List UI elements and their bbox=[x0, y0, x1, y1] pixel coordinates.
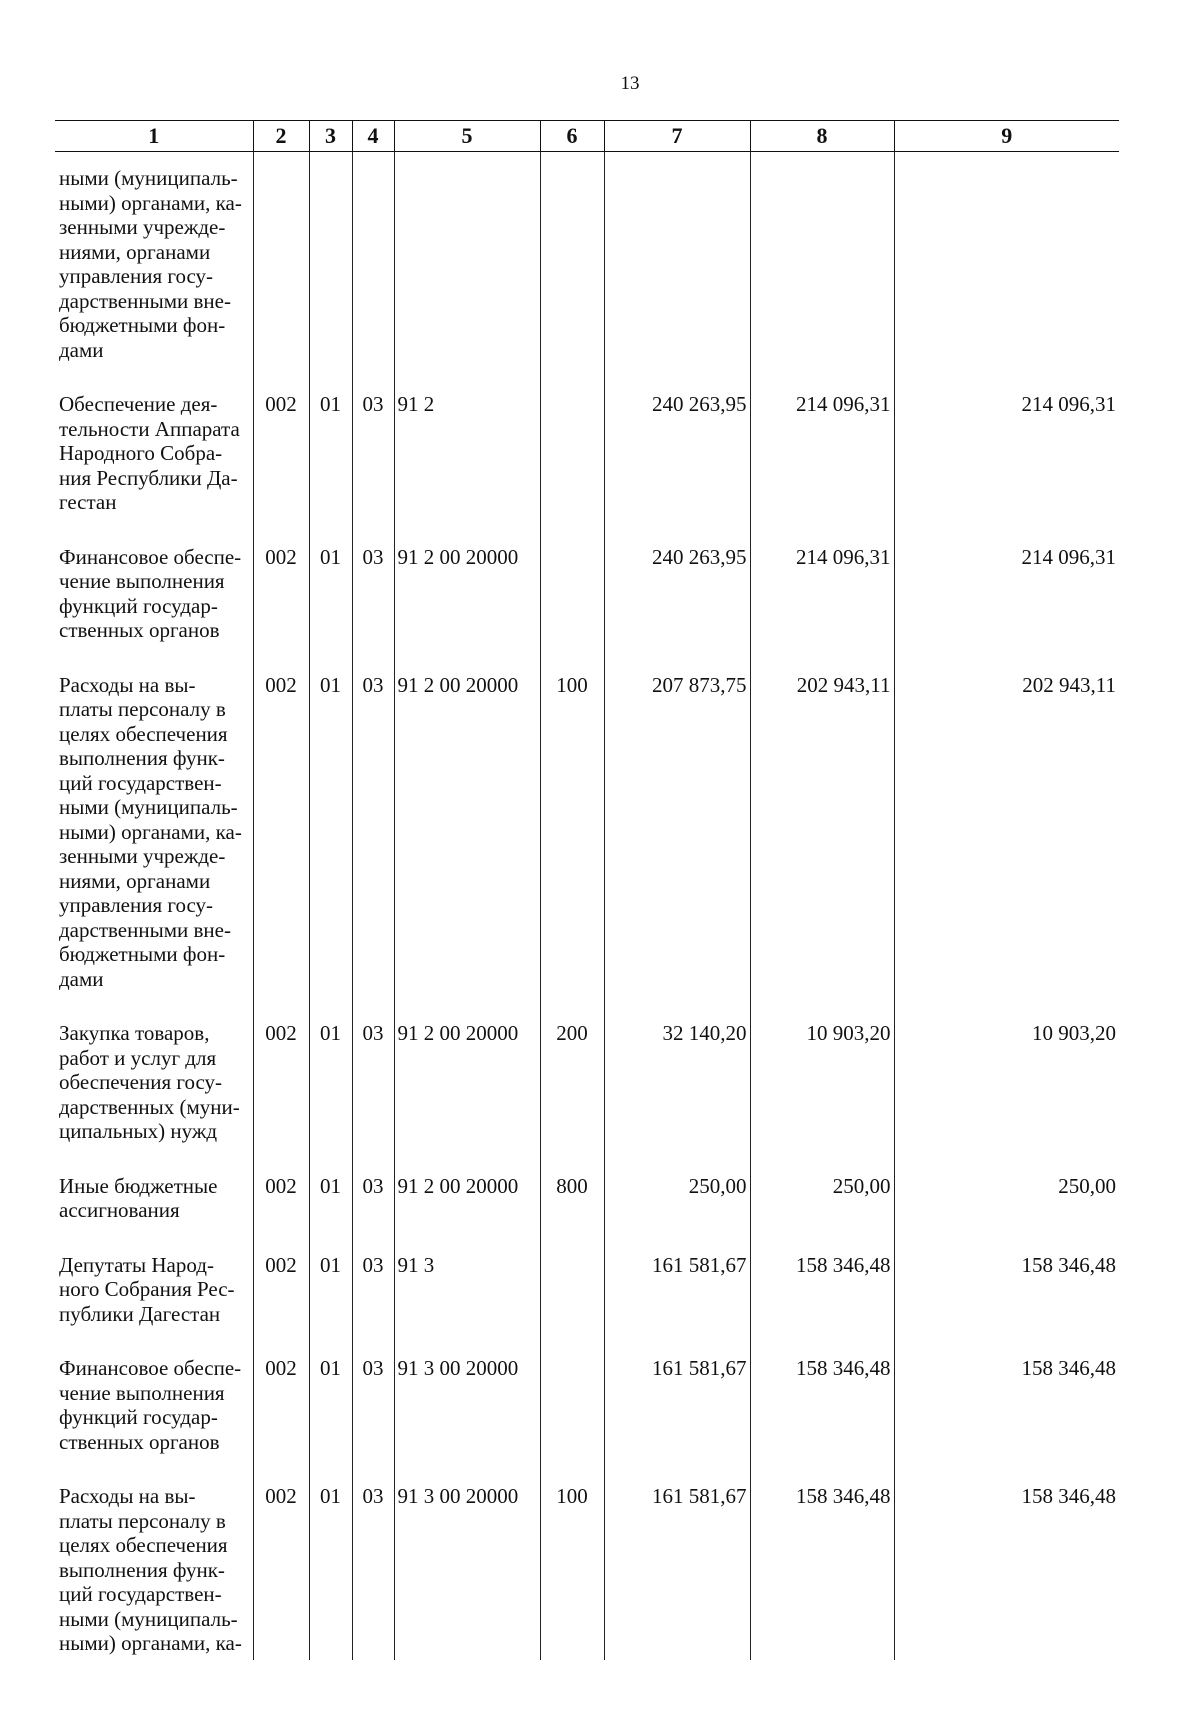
name-line: управления госу- bbox=[59, 893, 214, 917]
cell-target-article: 91 3 00 20000 bbox=[394, 1484, 540, 1660]
name-line: обеспечения госу- bbox=[59, 1070, 223, 1094]
table-row bbox=[55, 392, 1119, 545]
cell-amount-col9: 158 346,48 bbox=[894, 1253, 1119, 1357]
cell-target-article: 91 3 00 20000 bbox=[394, 1356, 540, 1484]
cell-amount-col8: 10 903,20 bbox=[750, 1021, 894, 1174]
cell-name bbox=[55, 1356, 253, 1484]
name-line: гестан bbox=[59, 490, 117, 514]
name-line: Расходы на вы- bbox=[59, 1484, 196, 1508]
cell-amount-col7: 161 581,67 bbox=[604, 1253, 750, 1357]
name-line: платы персоналу в bbox=[59, 1508, 226, 1533]
name-line: платы персоналу в bbox=[59, 697, 226, 721]
name-line: функций государ- bbox=[59, 1405, 218, 1429]
cell-target-article bbox=[394, 152, 540, 393]
cell-amount-col9: 214 096,31 bbox=[894, 392, 1119, 545]
cell-chapter: 002 bbox=[253, 1484, 309, 1660]
cell-expense-type: 100 bbox=[540, 1484, 604, 1660]
budget-table bbox=[55, 120, 1119, 1660]
cell-amount-col9 bbox=[894, 152, 1119, 393]
cell-amount-col7: 161 581,67 bbox=[604, 1356, 750, 1484]
table-row bbox=[55, 1484, 1119, 1660]
header-col-2: 2 bbox=[253, 121, 309, 152]
cell-expense-type: 100 bbox=[540, 673, 604, 1022]
table-row bbox=[55, 1253, 1119, 1357]
name-line: ными (муниципаль- bbox=[59, 795, 238, 819]
name-line: зенными учрежде- bbox=[59, 844, 226, 868]
cell-section: 01 bbox=[309, 545, 352, 673]
name-line: ными (муниципаль- bbox=[59, 166, 238, 190]
header-row bbox=[55, 121, 1119, 152]
cell-name bbox=[55, 1174, 253, 1253]
header-col-8: 8 bbox=[750, 121, 894, 152]
cell-amount-col7: 161 581,67 bbox=[604, 1484, 750, 1660]
cell-amount-col8: 158 346,48 bbox=[750, 1356, 894, 1484]
table-row bbox=[55, 1021, 1119, 1174]
cell-name bbox=[55, 152, 253, 393]
name-line: Закупка товаров, bbox=[59, 1021, 210, 1045]
cell-target-article: 91 3 bbox=[394, 1253, 540, 1357]
cell-amount-col7: 207 873,75 bbox=[604, 673, 750, 1022]
cell-amount-col7 bbox=[604, 152, 750, 393]
name-line: управления госу- bbox=[59, 264, 214, 288]
name-line: ными) органами, ка- bbox=[59, 1631, 242, 1655]
cell-amount-col9: 158 346,48 bbox=[894, 1356, 1119, 1484]
header-col-9: 9 bbox=[894, 121, 1119, 152]
name-line: ций государствен- bbox=[59, 770, 222, 795]
name-line: целях обеспечения bbox=[59, 1533, 228, 1557]
cell-amount-col7: 250,00 bbox=[604, 1174, 750, 1253]
cell-section: 01 bbox=[309, 1174, 352, 1253]
cell-amount-col9: 214 096,31 bbox=[894, 545, 1119, 673]
name-line: ниями, органами bbox=[59, 239, 211, 264]
cell-name bbox=[55, 545, 253, 673]
cell-chapter: 002 bbox=[253, 1021, 309, 1174]
cell-amount-col8: 202 943,11 bbox=[750, 673, 894, 1022]
name-line: чение выполнения bbox=[59, 1380, 225, 1405]
cell-expense-type: 200 bbox=[540, 1021, 604, 1174]
page-number: 13 bbox=[620, 73, 640, 94]
cell-name bbox=[55, 1021, 253, 1174]
cell-amount-col8: 158 346,48 bbox=[750, 1253, 894, 1357]
name-line: бюджетными фон- bbox=[59, 313, 226, 337]
name-line: Финансовое обеспе- bbox=[59, 1356, 242, 1380]
cell-expense-type bbox=[540, 545, 604, 673]
name-line: Финансовое обеспе- bbox=[59, 544, 242, 569]
cell-expense-type bbox=[540, 152, 604, 393]
cell-section: 01 bbox=[309, 1356, 352, 1484]
table-row bbox=[55, 152, 1119, 393]
cell-subsection: 03 bbox=[352, 673, 394, 1022]
name-line: дарственными вне- bbox=[59, 288, 231, 313]
cell-target-article: 91 2 bbox=[394, 392, 540, 545]
cell-expense-type bbox=[540, 392, 604, 545]
name-line: дами bbox=[59, 337, 104, 362]
name-line: дами bbox=[59, 966, 104, 991]
name-line: функций государ- bbox=[59, 593, 218, 618]
cell-amount-col9: 10 903,20 bbox=[894, 1021, 1119, 1174]
name-line: Депутаты Народ- bbox=[59, 1252, 214, 1277]
name-line: дарственными вне- bbox=[59, 917, 231, 942]
name-line: ными) органами, ка- bbox=[59, 819, 242, 844]
cell-target-article: 91 2 00 20000 bbox=[394, 673, 540, 1022]
cell-expense-type bbox=[540, 1253, 604, 1357]
cell-subsection: 03 bbox=[352, 392, 394, 545]
header-col-3: 3 bbox=[309, 121, 352, 152]
name-line: публики Дагестан bbox=[59, 1301, 221, 1326]
header-col-6: 6 bbox=[540, 121, 604, 152]
name-line: бюджетными фон- bbox=[59, 942, 226, 966]
name-line: ного Собрания Рес- bbox=[59, 1277, 235, 1301]
cell-chapter bbox=[253, 152, 309, 393]
header-col-7: 7 bbox=[604, 121, 750, 152]
cell-target-article: 91 2 00 20000 bbox=[394, 1174, 540, 1253]
table-row bbox=[55, 1174, 1119, 1253]
name-line: Расходы на вы- bbox=[59, 672, 196, 697]
cell-chapter: 002 bbox=[253, 1253, 309, 1357]
name-line: ственных органов bbox=[59, 618, 220, 642]
cell-amount-col8: 158 346,48 bbox=[750, 1484, 894, 1660]
cell-name bbox=[55, 392, 253, 545]
cell-subsection: 03 bbox=[352, 1253, 394, 1357]
cell-subsection: 03 bbox=[352, 1021, 394, 1174]
cell-amount-col8: 214 096,31 bbox=[750, 392, 894, 545]
name-line: Обеспечение дея- bbox=[59, 392, 218, 416]
name-line: ниями, органами bbox=[59, 868, 211, 893]
cell-name bbox=[55, 1484, 253, 1660]
header-col-4: 4 bbox=[352, 121, 394, 152]
name-line: чение выполнения bbox=[59, 569, 225, 593]
cell-amount-col8: 214 096,31 bbox=[750, 545, 894, 673]
cell-subsection: 03 bbox=[352, 1356, 394, 1484]
cell-amount-col9: 250,00 bbox=[894, 1174, 1119, 1253]
cell-amount-col7: 240 263,95 bbox=[604, 545, 750, 673]
cell-name bbox=[55, 673, 253, 1022]
cell-chapter: 002 bbox=[253, 673, 309, 1022]
name-line: ассигнования bbox=[59, 1198, 180, 1222]
cell-subsection bbox=[352, 152, 394, 393]
cell-subsection: 03 bbox=[352, 1174, 394, 1253]
cell-amount-col7: 240 263,95 bbox=[604, 392, 750, 545]
cell-section: 01 bbox=[309, 673, 352, 1022]
table-row bbox=[55, 545, 1119, 673]
table-body bbox=[55, 152, 1119, 1660]
cell-target-article: 91 2 00 20000 bbox=[394, 545, 540, 673]
name-line: выполнения функ- bbox=[59, 746, 225, 770]
name-line: целях обеспечения bbox=[59, 721, 228, 746]
table-row bbox=[55, 673, 1119, 1022]
cell-section bbox=[309, 152, 352, 393]
cell-amount-col7: 32 140,20 bbox=[604, 1021, 750, 1174]
name-line: Народного Собра- bbox=[59, 441, 223, 465]
name-line: ций государствен- bbox=[59, 1582, 222, 1606]
table-row bbox=[55, 1356, 1119, 1484]
name-line: дарственных (муни- bbox=[59, 1094, 240, 1119]
cell-name bbox=[55, 1253, 253, 1357]
name-line: ными (муниципаль- bbox=[59, 1606, 238, 1631]
cell-chapter: 002 bbox=[253, 392, 309, 545]
cell-expense-type bbox=[540, 1356, 604, 1484]
header-col-1: 1 bbox=[55, 121, 253, 152]
cell-section: 01 bbox=[309, 392, 352, 545]
cell-subsection: 03 bbox=[352, 545, 394, 673]
cell-amount-col9: 158 346,48 bbox=[894, 1484, 1119, 1660]
cell-chapter: 002 bbox=[253, 1174, 309, 1253]
name-line: ными) органами, ка- bbox=[59, 190, 242, 215]
name-line: ния Республики Да- bbox=[59, 465, 238, 490]
cell-expense-type: 800 bbox=[540, 1174, 604, 1253]
cell-section: 01 bbox=[309, 1253, 352, 1357]
cell-target-article: 91 2 00 20000 bbox=[394, 1021, 540, 1174]
cell-section: 01 bbox=[309, 1484, 352, 1660]
cell-amount-col9: 202 943,11 bbox=[894, 673, 1119, 1022]
name-line: зенными учрежде- bbox=[59, 215, 226, 239]
name-line: ципальных) нужд bbox=[59, 1119, 218, 1143]
cell-chapter: 002 bbox=[253, 545, 309, 673]
name-line: ственных органов bbox=[59, 1429, 220, 1454]
header-col-5: 5 bbox=[394, 121, 540, 152]
name-line: выполнения функ- bbox=[59, 1557, 225, 1582]
cell-chapter: 002 bbox=[253, 1356, 309, 1484]
cell-section: 01 bbox=[309, 1021, 352, 1174]
cell-amount-col8 bbox=[750, 152, 894, 393]
name-line: тельности Аппарата bbox=[59, 416, 240, 441]
name-line: Иные бюджетные bbox=[59, 1173, 218, 1198]
name-line: работ и услуг для bbox=[59, 1045, 217, 1070]
cell-subsection: 03 bbox=[352, 1484, 394, 1660]
cell-amount-col8: 250,00 bbox=[750, 1174, 894, 1253]
